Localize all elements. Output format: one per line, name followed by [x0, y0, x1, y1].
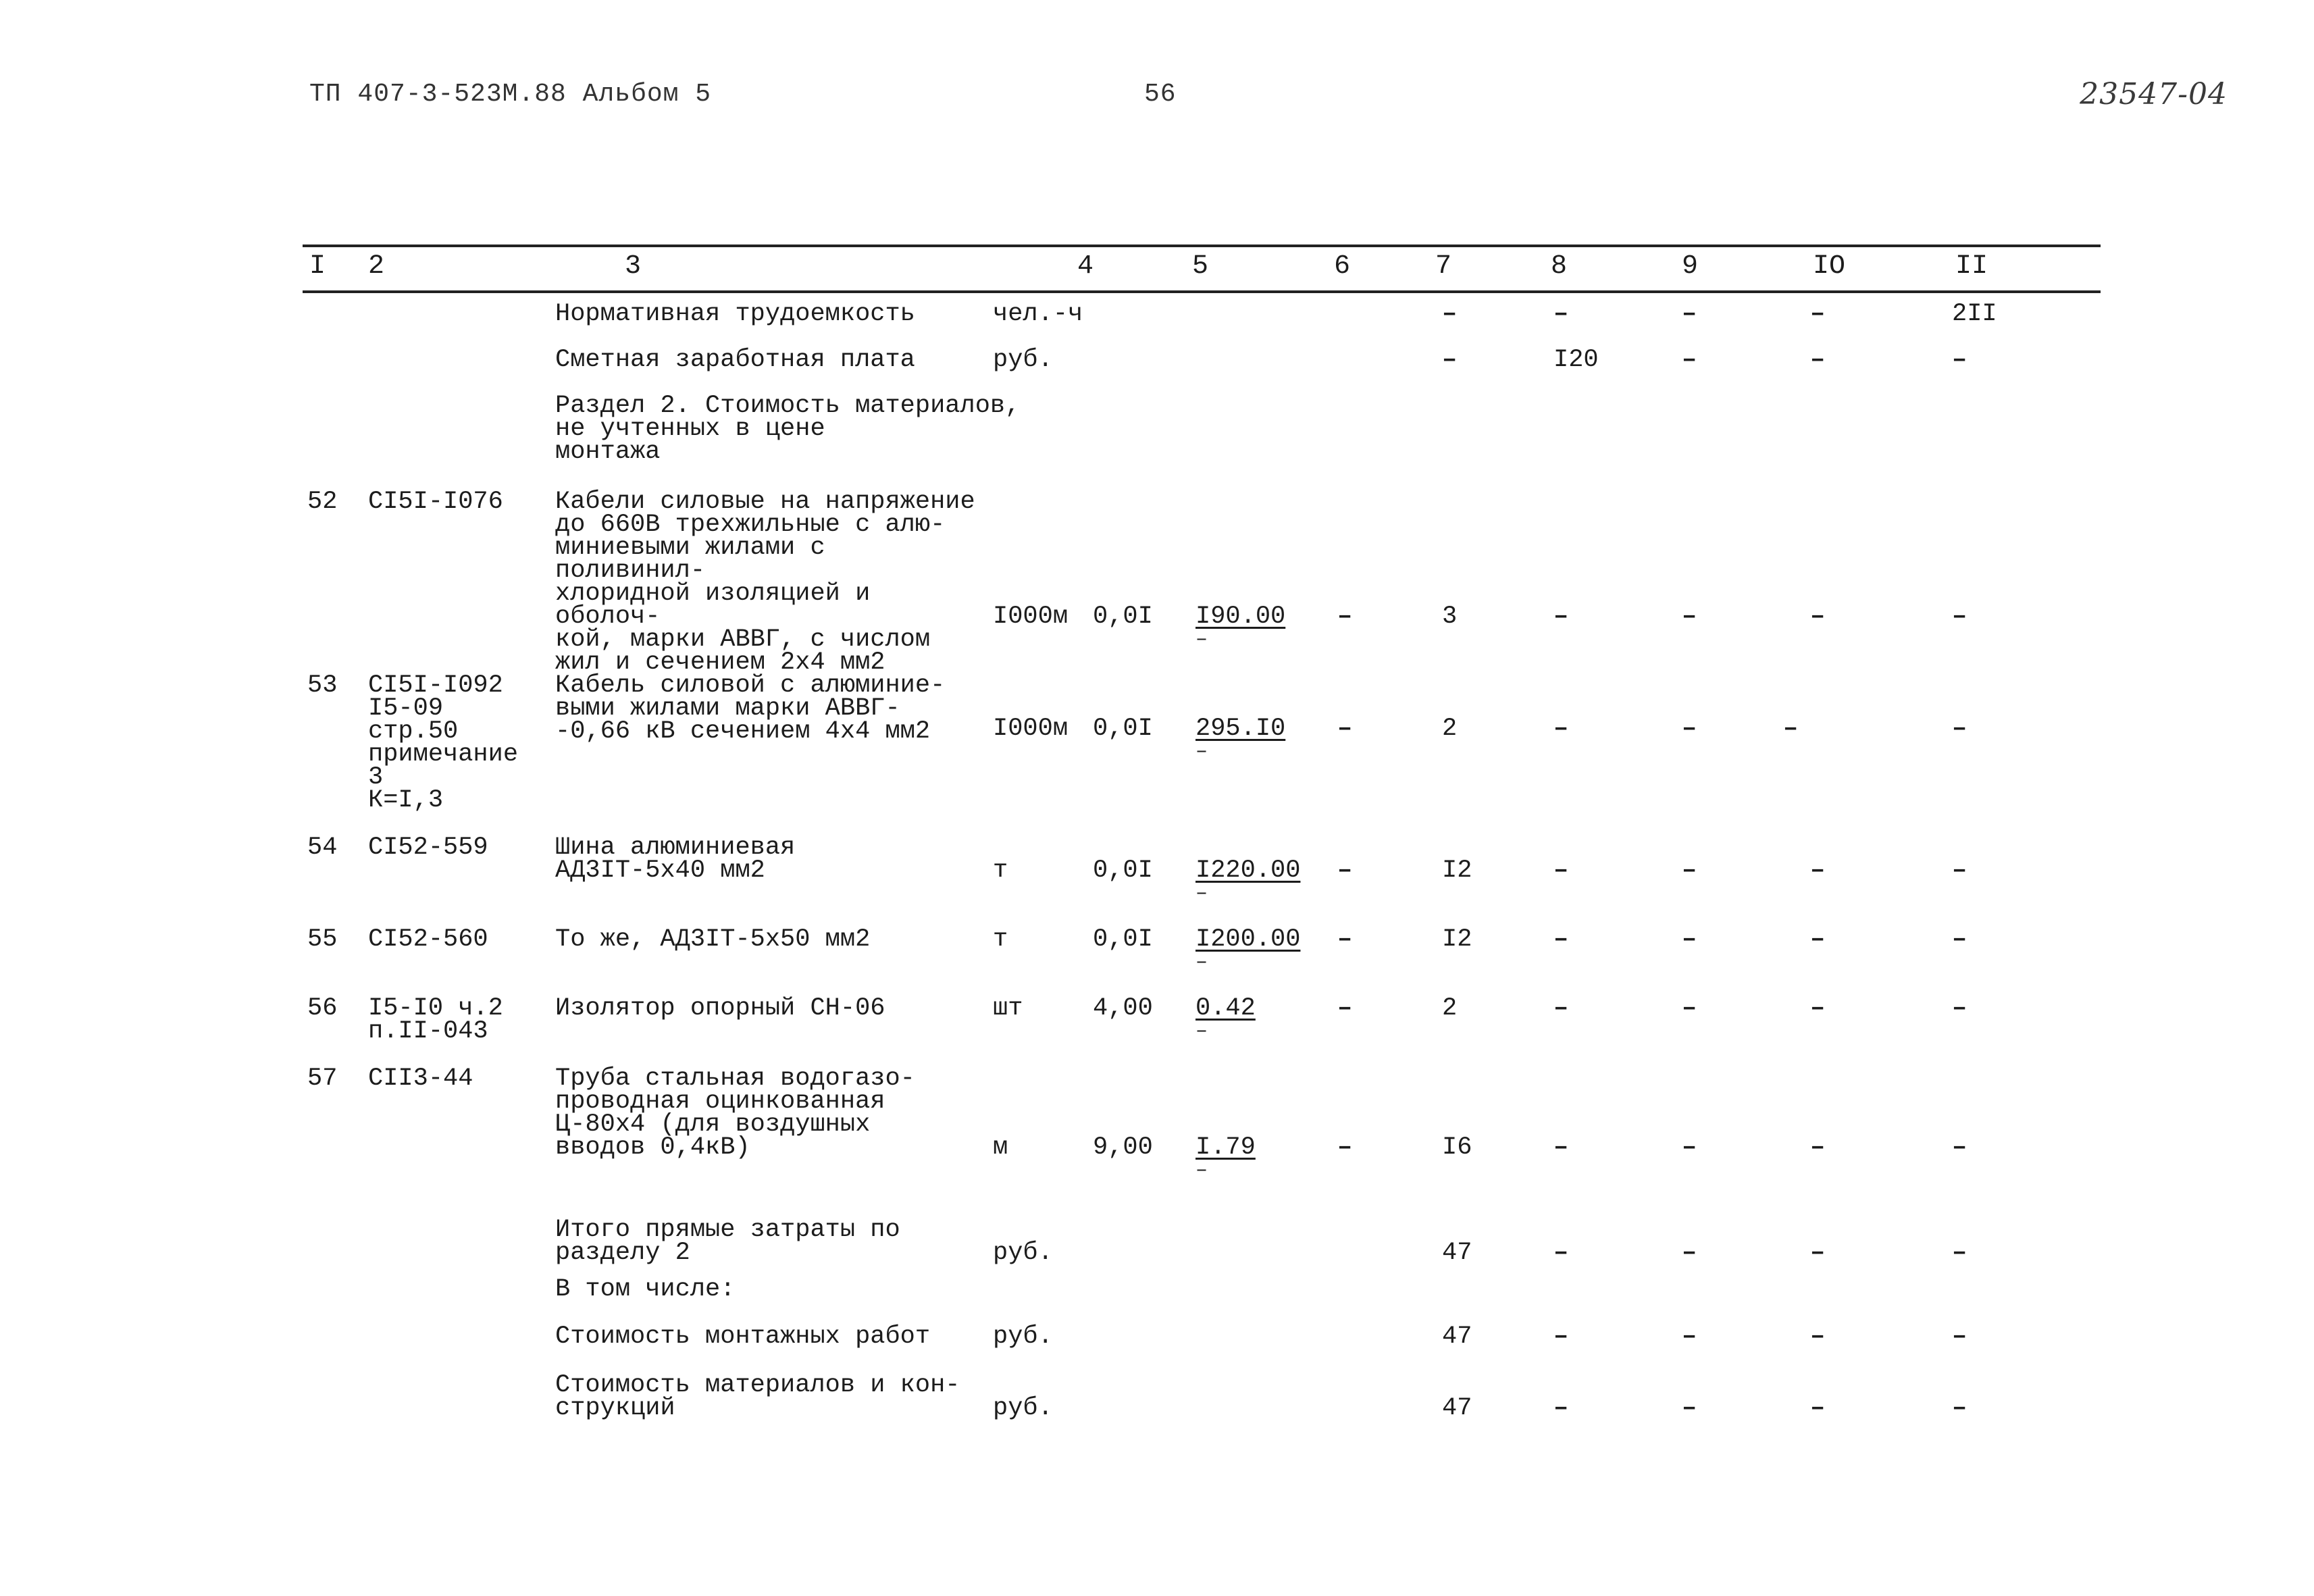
row-col10: –: [1810, 346, 1826, 374]
row-unit: шт: [993, 994, 1023, 1023]
row-col7: –: [1442, 300, 1458, 328]
column-header-3: 3: [625, 251, 642, 282]
row-name: Нормативная трудоемкость: [555, 300, 915, 328]
row-col9: –: [1682, 1239, 1697, 1267]
row-col8: –: [1553, 1133, 1569, 1162]
row-col11: –: [1952, 602, 1968, 631]
row-col7: 2: [1442, 715, 1458, 743]
row-col8: –: [1553, 1394, 1569, 1422]
row-number: 52: [307, 488, 338, 516]
column-header-1: I: [309, 251, 326, 282]
column-header-7: 7: [1435, 251, 1452, 282]
row-col8: I20: [1553, 346, 1599, 374]
row-name: Кабели силовые на напряжение до 660В трехжильные с алю- миниевыми жилами с поливинил- хлоридной изоляцией и оболоч- кой, марки АВВГ, с числом жил и сечением 2х4 мм2: [555, 488, 975, 677]
row-col7: 47: [1442, 1394, 1472, 1422]
row-name: Стоимость материалов и кон- струкций: [555, 1371, 960, 1422]
row-code: I5-I0 ч.2 п.II-043: [368, 994, 503, 1046]
row-col9: –: [1682, 856, 1697, 885]
row-col6: –: [1337, 715, 1353, 743]
row-col10: –: [1810, 1322, 1826, 1351]
row-col9: –: [1682, 1133, 1697, 1162]
column-header-5: 5: [1192, 251, 1209, 282]
row-col7: 47: [1442, 1239, 1472, 1267]
row-unit: т: [993, 856, 1008, 885]
row-price: I90.00 –: [1195, 605, 1285, 628]
row-col11: 2II: [1952, 300, 1997, 328]
row-col9: –: [1682, 994, 1697, 1023]
row-col8: –: [1553, 856, 1569, 885]
row-unit: руб.: [993, 1322, 1053, 1351]
column-header-4: 4: [1077, 251, 1094, 282]
row-col10: –: [1810, 1394, 1826, 1422]
row-col6: –: [1337, 1133, 1353, 1162]
column-header-8: 8: [1551, 251, 1568, 282]
row-col9: –: [1682, 346, 1697, 374]
table-header-rule: [303, 290, 2101, 293]
row-name: Стоимость монтажных работ: [555, 1322, 931, 1351]
row-qty: 0,0I: [1093, 856, 1153, 885]
row-col11: –: [1952, 715, 1968, 743]
row-col8: –: [1553, 994, 1569, 1023]
column-header-10: IO: [1813, 251, 1846, 282]
row-code: CI5I-I076: [368, 488, 503, 516]
section-title-text: Раздел 2. Стоимость материалов, не учтенных в цене монтажа: [555, 392, 1021, 466]
row-unit: I000м: [993, 602, 1069, 631]
row-code: CII3-44: [368, 1064, 473, 1093]
row-unit: т: [993, 925, 1008, 954]
row-col8: –: [1553, 715, 1569, 743]
row-price: I.79 –: [1195, 1136, 1256, 1159]
row-col10: –: [1810, 602, 1826, 631]
column-header-2: 2: [368, 251, 385, 282]
row-col9: –: [1682, 300, 1697, 328]
row-unit: руб.: [993, 1394, 1053, 1422]
row-col7: 2: [1442, 994, 1458, 1023]
row-col7: I2: [1442, 856, 1472, 885]
row-col11: –: [1952, 856, 1968, 885]
row-qty: 0,0I: [1093, 925, 1153, 954]
row-number: 55: [307, 925, 338, 954]
column-header-9: 9: [1682, 251, 1699, 282]
row-number: 57: [307, 1064, 338, 1093]
row-col11: –: [1952, 1394, 1968, 1422]
row-col10: –: [1810, 856, 1826, 885]
row-price: 0.42 –: [1195, 997, 1256, 1020]
row-col8: –: [1553, 1322, 1569, 1351]
doc-code: ТП 407-3-523М.88 Альбом 5: [309, 80, 712, 109]
row-col7: 3: [1442, 602, 1458, 631]
row-code: CI52-560: [368, 925, 488, 954]
row-name: В том числе:: [555, 1275, 736, 1304]
row-price: I200.00 –: [1195, 928, 1300, 951]
row-col9: –: [1682, 925, 1697, 954]
row-col8: –: [1553, 602, 1569, 631]
row-number: 54: [307, 833, 338, 862]
row-unit: руб.: [993, 1239, 1053, 1267]
table-top-rule: [303, 244, 2101, 247]
row-col6: –: [1337, 602, 1353, 631]
row-col6: –: [1337, 856, 1353, 885]
row-col7: I2: [1442, 925, 1472, 954]
row-name: Итого прямые затраты по разделу 2: [555, 1216, 900, 1267]
row-unit: руб.: [993, 346, 1053, 374]
row-qty: 4,00: [1093, 994, 1153, 1023]
row-col10: –: [1810, 994, 1826, 1023]
row-name: То же, АД3IТ-5х50 мм2: [555, 925, 871, 954]
row-col7: 47: [1442, 1322, 1472, 1351]
row-col9: –: [1682, 1322, 1697, 1351]
row-qty: 0,0I: [1093, 715, 1153, 743]
row-name: Изолятор опорный СН-06: [555, 994, 885, 1023]
column-header-6: 6: [1334, 251, 1351, 282]
row-col11: –: [1952, 994, 1968, 1023]
row-col8: –: [1553, 1239, 1569, 1267]
row-name: Шина алюминиевая АД3IТ-5х40 мм2: [555, 833, 796, 885]
row-col11: –: [1952, 925, 1968, 954]
row-name: Кабель силовой с алюминие- выми жилами марки АВВГ- -0,66 кВ сечением 4х4 мм2: [555, 671, 946, 746]
row-code: CI5I-I092 I5-09 стр.50 примечание 3 К=I,3: [368, 671, 519, 815]
row-col9: –: [1682, 602, 1697, 631]
row-qty: 0,0I: [1093, 602, 1153, 631]
row-col9: –: [1682, 715, 1697, 743]
row-number: 56: [307, 994, 338, 1023]
row-col7: I6: [1442, 1133, 1472, 1162]
row-col11: –: [1952, 346, 1968, 374]
row-col8: –: [1553, 925, 1569, 954]
row-col10: –: [1810, 1133, 1826, 1162]
row-unit: I000м: [993, 715, 1069, 743]
row-col11: –: [1952, 1322, 1968, 1351]
row-qty: 9,00: [1093, 1133, 1153, 1162]
row-number: 53: [307, 671, 338, 700]
row-unit: чел.-ч: [993, 300, 1083, 328]
row-col10: –: [1810, 300, 1826, 328]
row-code: CI52-559: [368, 833, 488, 862]
row-price: 295.I0 –: [1195, 717, 1285, 740]
row-name: Труба стальная водогазо- проводная оцинкованная Ц-80х4 (для воздушных вводов 0,4кВ): [555, 1064, 915, 1162]
row-col10: –: [1810, 925, 1826, 954]
row-col9: –: [1682, 1394, 1697, 1422]
row-col8: –: [1553, 300, 1569, 328]
row-name: Сметная заработная плата: [555, 346, 915, 374]
row-col11: –: [1952, 1133, 1968, 1162]
stamp-number: 23547-04: [2080, 77, 2228, 111]
row-col7: –: [1442, 346, 1458, 374]
row-col6: –: [1337, 994, 1353, 1023]
row-col10: –: [1810, 1239, 1826, 1267]
column-header-11: II: [1955, 251, 1988, 282]
row-col6: –: [1337, 925, 1353, 954]
page-number: 56: [1144, 80, 1177, 109]
row-col11: –: [1952, 1239, 1968, 1267]
row-price: I220.00 –: [1195, 859, 1300, 882]
row-unit: м: [993, 1133, 1008, 1162]
row-col10: –: [1783, 715, 1799, 743]
